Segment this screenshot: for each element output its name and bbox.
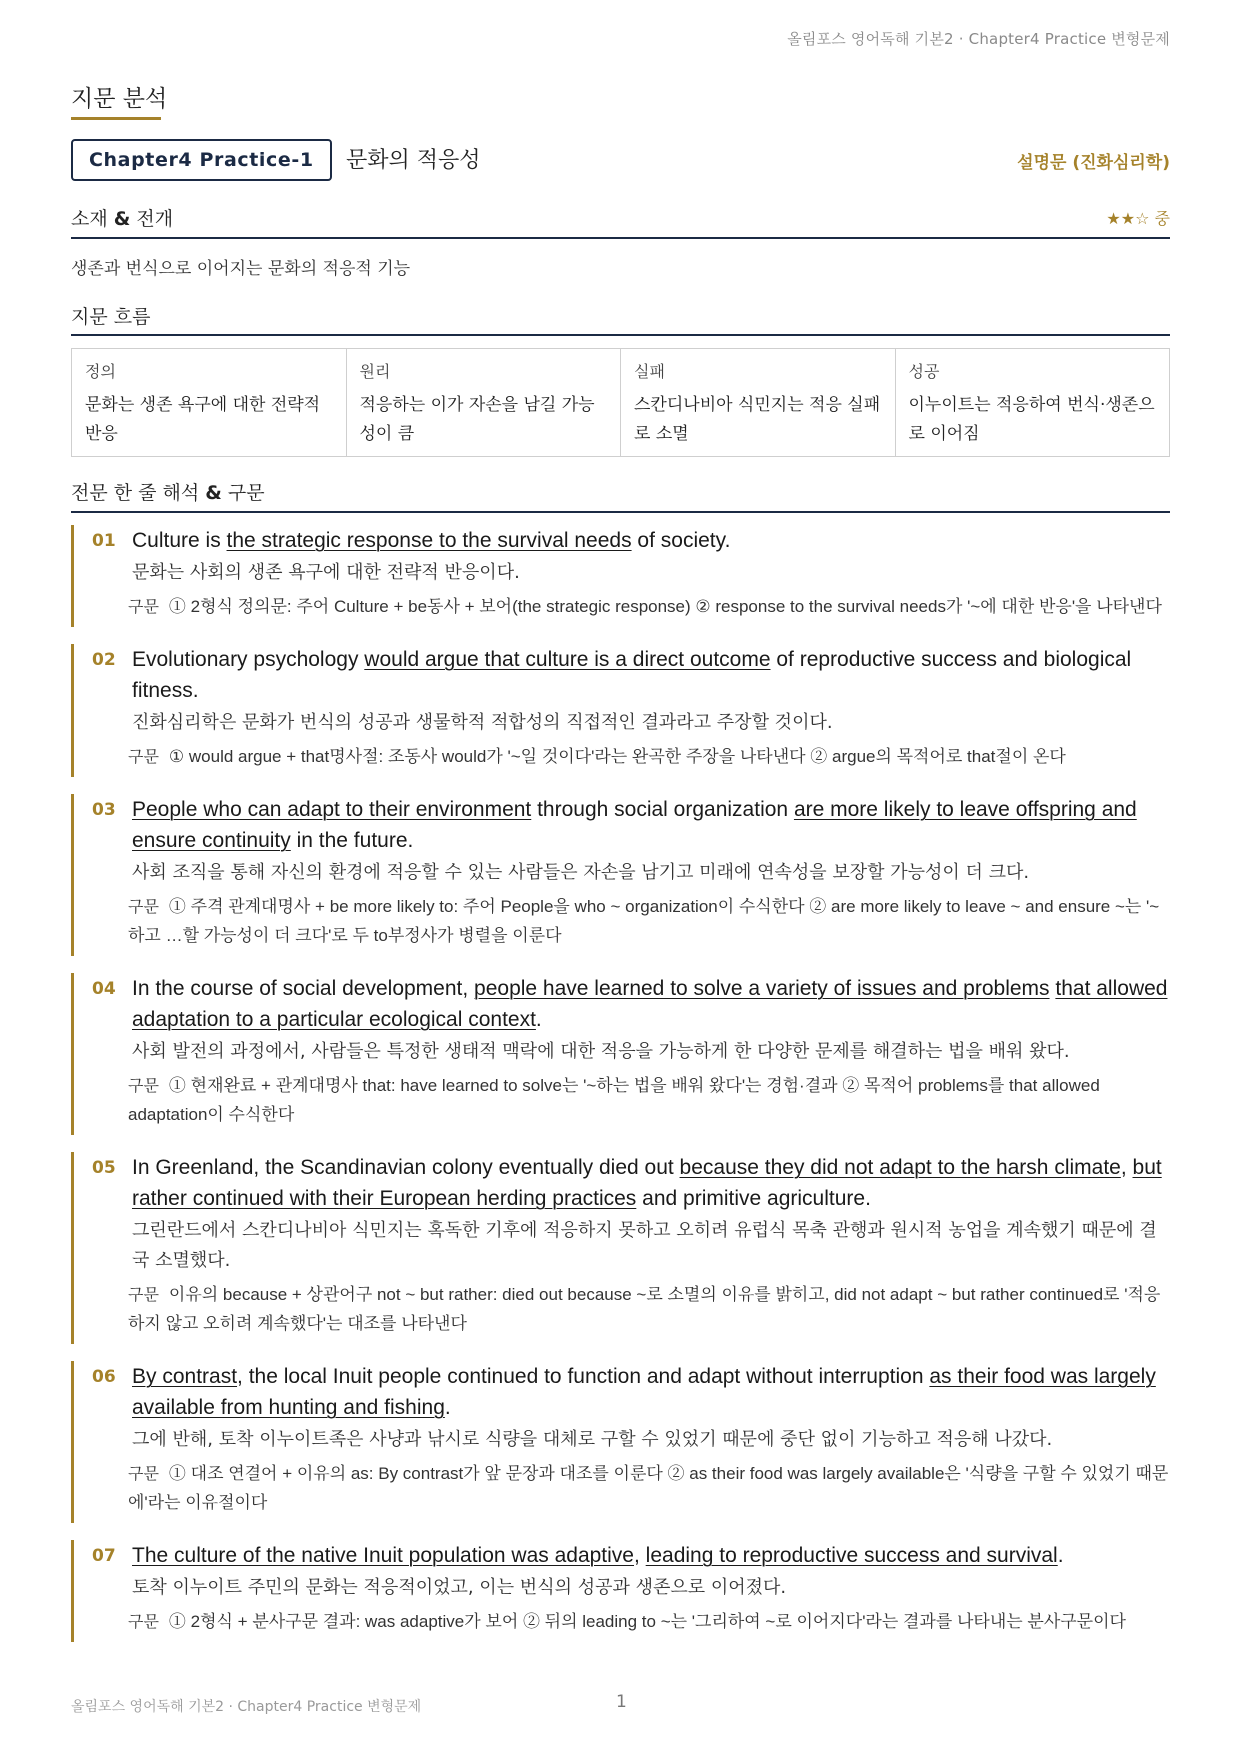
grammar-text: ① would argue + that명사절: 조동사 would가 '~일 것이다'라는 완곡한 주장을 나타낸다 ② argue의 목적어로 that절이 온다 (168, 747, 1066, 766)
flow-step-label: 원리 (359, 362, 391, 381)
sentence-grammar (128, 892, 1170, 950)
chapter-badge: Chapter4 Practice-1 (71, 139, 332, 181)
flow-heading-row (71, 302, 1170, 338)
sentence-grammar (128, 592, 1170, 621)
grammar-text: ① 2형식 정의문: 주어 Culture + be동사 + 보어(the strategic response) ② response to the survival needs가 '~에 대한 반응'을 나타낸다 (168, 597, 1162, 616)
sentence-block (71, 1152, 1170, 1344)
sentence-korean: 그린란드에서 스칸디나비아 식민지는 혹독한 기후에 적응하지 못하고 오히려 유럽식 목축 관행과 원시적 농업을 계속했기 때문에 결국 소멸했다. (132, 1220, 1157, 1271)
sentence-text: Evolutionary psychology (132, 648, 365, 671)
sentence-text: in the future. (290, 829, 414, 852)
sentence-number: 02 (92, 650, 116, 670)
difficulty-rating: ★★☆ 중 (1106, 209, 1170, 228)
sentence-number: 04 (92, 979, 116, 999)
underlined-phrase: the strategic response to the survival needs (226, 529, 632, 552)
underlined-phrase: People who can adapt to their environment (132, 798, 532, 821)
flow-heading-rule (71, 334, 1170, 336)
grammar-tag: 구문 (128, 597, 159, 616)
sentence-text: of reproductive success and biological fitness. (132, 648, 1132, 702)
sentence-text: In Greenland, the Scandinavian colony eventually died out (132, 1156, 680, 1179)
sentence-korean: 문화는 사회의 생존 욕구에 대한 전략적 반응이다. (132, 562, 520, 583)
page-number: 1 (616, 1692, 627, 1712)
sentence-number: 01 (92, 531, 116, 551)
underlined-phrase: The culture of the native Inuit population was adaptive (132, 1544, 634, 1567)
grammar-tag: 구문 (128, 1285, 159, 1304)
sentence-text: . (535, 1008, 542, 1031)
topic-text: 생존과 번식으로 이어지는 문화의 적응적 기능 (71, 259, 411, 279)
underlined-phrase: but rather continued with their European herding practices (132, 1156, 1162, 1210)
sentence-grammar (128, 1071, 1170, 1129)
flow-step-text: 스칸디나비아 식민지는 적응 실패로 소멸 (634, 395, 881, 444)
sentence-block (71, 973, 1170, 1135)
underlined-phrase: because they did not adapt to the harsh climate (679, 1156, 1121, 1179)
sentence-korean: 사회 조직을 통해 자신의 환경에 적응할 수 있는 사람들은 자손을 남기고 미래에 연속성을 보장할 가능성이 더 크다. (132, 862, 1030, 883)
grammar-text: ① 현재완료 + 관계대명사 that: have learned to solve는 '~하는 법을 배워 왔다'는 경험·결과 ② 목적어 problems를 that allowed adaptation이 수식한다 (128, 1076, 1100, 1124)
flow-step (621, 349, 896, 456)
topic-heading-row (71, 204, 1170, 240)
sentence-list (71, 525, 1170, 1659)
sentence-text: of society. (631, 529, 731, 552)
flow-step-text: 문화는 생존 욕구에 대한 전략적 반응 (85, 395, 321, 444)
flow-step-label: 정의 (85, 362, 116, 381)
analysis-heading-row (71, 478, 1170, 514)
sentence-text: . (1057, 1544, 1064, 1567)
sentence-english (132, 525, 1170, 556)
grammar-tag: 구문 (128, 1076, 159, 1095)
sentence-english (132, 973, 1170, 1035)
flow-table (71, 348, 1170, 457)
sentence-number: 03 (92, 800, 116, 820)
flow-heading: 지문 흐름 (71, 306, 151, 328)
genre-label: 설명문 (진화심리학) (1017, 153, 1170, 173)
sentence-text: , (634, 1544, 646, 1567)
section-title-underline (71, 117, 161, 120)
sentence-english (132, 644, 1170, 706)
grammar-tag: 구문 (128, 747, 159, 766)
sentence-text: Culture is (132, 529, 227, 552)
analysis-heading: 전문 한 줄 해석 & 구문 (71, 482, 265, 504)
sentence-english (132, 1152, 1170, 1214)
sentence-block (71, 525, 1170, 627)
grammar-text: ① 주격 관계대명사 + be more likely to: 주어 People을 who ~ organization이 수식한다 ② are more likely to leave ~ and ensure ~는 '~하고 …할 가능성이 더 크다'로 두 to부정사가 병렬을 이룬다 (128, 897, 1160, 945)
sentence-number: 05 (92, 1158, 116, 1178)
grammar-tag: 구문 (128, 1464, 159, 1483)
sentence-block (71, 1540, 1170, 1642)
underlined-phrase: would argue that culture is a direct outcome (364, 648, 771, 671)
sentence-grammar (128, 1280, 1170, 1338)
sentence-number: 07 (92, 1546, 116, 1566)
sentence-korean: 진화심리학은 문화가 번식의 성공과 생물학적 적합성의 직접적인 결과라고 주장할 것이다. (132, 712, 833, 733)
sentence-text: and primitive agriculture. (636, 1187, 871, 1210)
sentence-grammar (128, 1607, 1170, 1636)
analysis-heading-rule (71, 511, 1170, 513)
page (71, 0, 1170, 1754)
flow-step (347, 349, 622, 456)
flow-step-label: 성공 (908, 362, 940, 381)
chapter-title: 문화의 적응성 (346, 148, 481, 173)
sentence-number: 06 (92, 1367, 116, 1387)
flow-step-text: 적응하는 이가 자손을 남길 가능성이 큼 (359, 395, 595, 444)
running-header: 올림포스 영어독해 기본2 · Chapter4 Practice 변형문제 (787, 30, 1170, 48)
underlined-phrase: that allowed adaptation to a particular ecological context (132, 977, 1168, 1031)
underlined-phrase: are more likely to leave offspring and ensure continuity (132, 798, 1137, 852)
sentence-block (71, 794, 1170, 956)
grammar-tag: 구문 (128, 897, 159, 916)
flow-step (72, 349, 347, 456)
chapter-row (71, 139, 1170, 181)
grammar-tag: 구문 (128, 1612, 159, 1631)
sentence-english (132, 1361, 1170, 1423)
sentence-text: , (1120, 1156, 1133, 1179)
grammar-text: 이유의 because + 상관어구 not ~ but rather: died out because ~로 소멸의 이유를 밝히고, did not adapt ~ but rather continued로 '적응하지 않고 오히려 계속했다'는 대조를 나타낸다 (128, 1285, 1161, 1333)
sentence-english (132, 794, 1170, 856)
sentence-text: . (444, 1396, 451, 1419)
grammar-text: ① 2형식 + 분사구문 결과: was adaptive가 보어 ② 뒤의 leading to ~는 '그리하여 ~로 이어지다'라는 결과를 나타내는 분사구문이다 (168, 1612, 1126, 1631)
sentence-english (132, 1540, 1170, 1571)
grammar-text: ① 대조 연결어 + 이유의 as: By contrast가 앞 문장과 대조를 이룬다 ② as their food was largely available은 '식량을 구할 수 있었기 때문에'라는 이유절이다 (128, 1464, 1169, 1512)
sentence-grammar (128, 1459, 1170, 1517)
sentence-korean: 토착 이누이트 주민의 문화는 적응적이었고, 이는 번식의 성공과 생존으로 이어졌다. (132, 1577, 787, 1598)
topic-heading: 소재 & 전개 (71, 208, 174, 230)
sentence-korean: 그에 반해, 토착 이누이트족은 사냥과 낚시로 식량을 대체로 구할 수 있었기 때문에 중단 없이 기능하고 적응해 나갔다. (132, 1429, 1053, 1450)
underlined-phrase: By contrast (132, 1365, 238, 1388)
sentence-grammar (128, 742, 1170, 771)
sentence-text: In the course of social development, (132, 977, 475, 1000)
underlined-phrase: leading to reproductive success and survival (645, 1544, 1058, 1567)
running-footer: 올림포스 영어독해 기본2 · Chapter4 Practice 변형문제 (71, 1699, 422, 1715)
sentence-text: , the local Inuit people continued to function and adapt without interruption (237, 1365, 930, 1388)
sentence-block (71, 1361, 1170, 1523)
flow-step-label: 실패 (634, 362, 665, 381)
sentence-block (71, 644, 1170, 777)
flow-step (896, 349, 1170, 456)
flow-step-text: 이누이트는 적응하여 번식·생존으로 이어짐 (908, 395, 1155, 444)
underlined-phrase: as their food was largely available from hunting and fishing (132, 1365, 1156, 1419)
sentence-text: through social organization (531, 798, 794, 821)
sentence-korean: 사회 발전의 과정에서, 사람들은 특정한 생태적 맥락에 대한 적응을 가능하게 한 다양한 문제를 해결하는 법을 배워 왔다. (132, 1041, 1070, 1062)
topic-heading-rule (71, 237, 1170, 239)
underlined-phrase: people have learned to solve a variety of issues and problems (474, 977, 1050, 1000)
section-title: 지문 분석 (71, 86, 168, 112)
